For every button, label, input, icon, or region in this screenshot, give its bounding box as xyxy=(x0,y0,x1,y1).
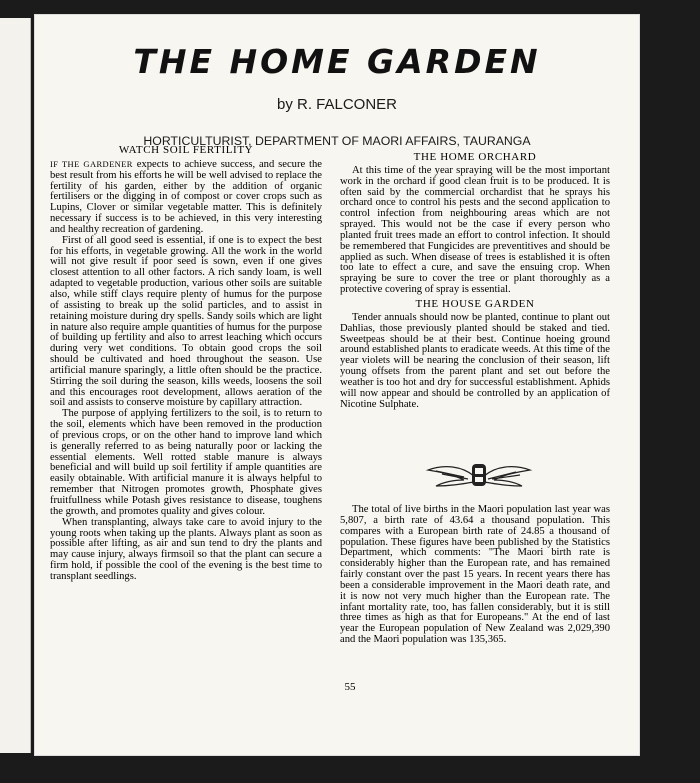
orchard-paragraph: At this time of the year spraying will be the most important work in the orchard if good clean fruit is to be produced. It is often said by the commercial orchardist that he sprays his orchard once to control his pests and the second application to control infection from neighbouring areas which are not sprayed. This would not be the case if every person who planted fruit trees made an effort to control infection. It should be remembered that Fungicides are preventitives and should be applied as such. When disease of trees is established it is often too late to effect a cure, and save the ensuing crop. When spraying be sure to cover the tree or plant thoroughly as a protective covering of spray is essential. xyxy=(340,164,610,296)
right-column xyxy=(340,152,610,410)
byline: by R. FALCONER xyxy=(276,96,398,113)
left-column xyxy=(50,145,322,583)
soil-paragraph-2: First of all good seed is essential, if one is to expect the best for his efforts, in vegetable growing. All the work in the world will not give result if poor seed is sown, even if one gives closest attention to all other factors. A rich sandy loam, is well adapted to vegetable production, various other soils are suitable also, while stiff clays require plenty of humus for the purpose of assisting to break up the solid particles, and to assist in retaining moisture during dry spells. Sandy soils which are light in nature also require ample quantities of humus for the purpose of building up fertility and also to arrest leaching which occurs during very wet conditions. To obtain good crops the soil should be cultivated and hoed throughout the season. Use artificial manure sparingly, a little often should be the practice. Stirring the soil during the season, kills weeds, loosens the soil and this encourages root development, allows aeration of the soil and assists to conserve moisture by capillary attraction. xyxy=(50,234,322,409)
lead-in-smallcaps: IF THE GARDENER xyxy=(50,158,133,169)
births-article xyxy=(340,505,610,646)
soil-paragraph-4: When transplanting, always take care to avoid injury to the young roots when taking up the plants. Always plant as soon as possible after lifting, as air and sun tend to dry the plants and may cause injury, always firmsoil so that the plant can secure a firm hold, if possible the cool of the evening is the best time to transplant seedlings. xyxy=(50,516,322,582)
section-heading-orchard: THE HOME ORCHARD xyxy=(413,151,537,163)
page-title: THE HOME GARDEN xyxy=(133,42,541,81)
soil-paragraph-1-text: expects to achieve success, and secure the best result from his efforts he will be well advised to replace the fertility of his garden, either by the addition of organic fertilisers or the digging in of compost or cover crops such as Lupins, Clover or similar vegetable matter. This is definitely necessary if success is to be achieved, in this very interesting and healthy recreation of gardening. xyxy=(50,158,322,235)
page-number: 55 xyxy=(344,681,356,693)
winged-emblem-icon xyxy=(424,456,534,496)
house-garden-paragraph: Tender annuals should now be planted, continue to plant out Dahlias, those previously planted should be staked and tied. Sweetpeas should be at their best. Continue hoeing ground around established plants to eradicate weeds. At this time of the year violets will be nearing the conclusion of their season, lift young offsets from the parent plant and set out before the weather is too hot and dry for successful establishment. Aphids will now appear and should be controlled by an application of Nicotine Sulphate. xyxy=(340,311,610,410)
section-heading-house-garden: THE HOUSE GARDEN xyxy=(415,297,535,310)
author-affiliation: HORTICULTURIST, DEPARTMENT OF MAORI AFFAIRS, TAURANGA xyxy=(143,134,531,148)
soil-paragraph-3: The purpose of applying fertilizers to the soil, is to return to the soil, elements which have been removed in the production of previous crops, or on the other hand to improve land which is generally referred to as being naturally poor or lacking the essential elements. Well rotted stable manure is always beneficial and will build up soil fertility if ample quantities are easily obtainable. With artificial manure it is always helpful to remember that Nitrogen promotes growth, Phosphate gives fruitfullness while Potash gives resistance to disease, toughens the growth, and promotes quality and gives colour. xyxy=(50,408,322,517)
births-paragraph: The total of live births in the Maori population last year was 5,807, a birth rate of 43.64 a thousand population. This compares with a European birth rate of 24.85 a thousand of population. These figures have been published by the Statistics Department, which comments: "The Maori birth rate is considerably higher than the European rate, and has remained fairly constant over the past 15 years. In recent years there has been a considerable improvement in the Maori death rate, and it is now not very much higher than the European rate. The infant mortality rate, too, has fallen considerably, but it is still three times as high as that for Europeans." At the end of last year the European population of New Zealand was 2,029,390 and the Maori population was 135,365. xyxy=(340,504,610,646)
section-heading-soil: WATCH SOIL FERTILITY xyxy=(118,144,254,156)
soil-paragraph-1 xyxy=(50,159,322,236)
facing-page-edge xyxy=(0,18,31,753)
